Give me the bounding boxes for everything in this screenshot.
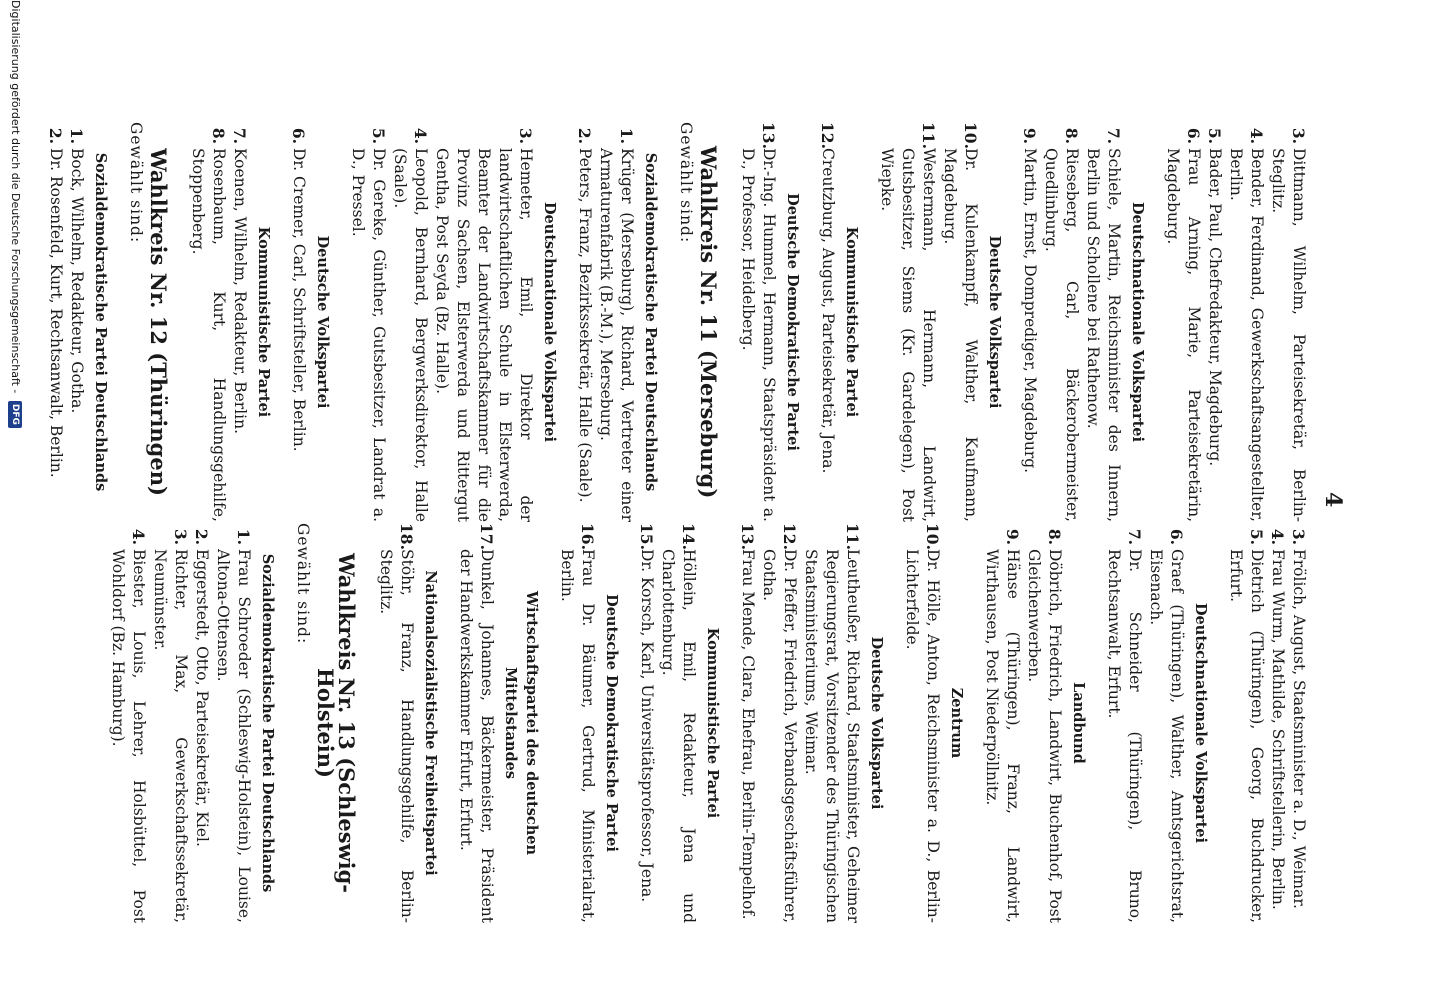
member-entry <box>758 523 800 923</box>
entry-number: 9. <box>1020 127 1039 144</box>
entry-text: Eggerstedt, Otto, Parteisekretär, Kiel. <box>193 549 211 847</box>
party-heading: Sozialdemokratische Partei Deutschlands <box>92 152 109 492</box>
member-list <box>45 122 87 522</box>
entry-text: Westermann, Hermann, Landwirt, Gutsbesitzer, Siems (Kr. Gardelegen), Post Wiepke. <box>878 148 938 522</box>
member-entry <box>1225 122 1267 522</box>
entry-number: 4. <box>1268 528 1287 545</box>
entry-text: Hänse (Thüringen), Franz, Landwirt, Wirthausen, Post Niederpöllnitz. <box>983 549 1022 923</box>
entry-number: 2. <box>46 127 65 144</box>
entry-number: 4. <box>129 528 148 545</box>
entry-number: 17. <box>477 523 496 550</box>
district-heading: Wahlkreis Nr. 12 (Thüringen) <box>146 148 171 496</box>
entry-text: Dr. Gereke, Günther, Gutsbesitzer, Landrat a. D., Pressel. <box>349 148 388 522</box>
member-list <box>288 122 309 522</box>
member-entry <box>1267 122 1309 522</box>
entry-number: 5. <box>1247 528 1266 545</box>
elected-label: Gewählt sind: <box>294 523 312 645</box>
member-entry <box>229 122 250 522</box>
party-heading: Deutsche Volkspartei <box>986 235 1003 409</box>
entry-number: 16. <box>578 523 597 550</box>
member-list <box>107 523 254 923</box>
member-entry <box>389 122 431 522</box>
member-entry <box>1225 523 1267 923</box>
member-entry <box>939 122 981 522</box>
party-heading: Nationalsozialistische Freiheitspartei <box>422 570 439 876</box>
entry-text: Rieseberg, Carl, Bäckerobermeister, Quedlinburg. <box>1042 148 1081 522</box>
entry-number: 5. <box>1205 127 1224 144</box>
entry-text: Frau Arning, Marie, Parteisekretärin, Magdeburg. <box>1164 148 1203 522</box>
member-entry <box>1267 523 1288 923</box>
entry-number: 15. <box>637 523 656 550</box>
entry-number: 3. <box>171 528 190 545</box>
member-entry <box>1103 523 1145 923</box>
entry-text: Bader, Paul, Chefredakteur, Magdeburg. <box>1206 148 1224 467</box>
member-list <box>1019 122 1124 522</box>
entry-number: 8. <box>1062 127 1081 144</box>
entry-number: 8. <box>1045 528 1064 545</box>
member-entry <box>636 523 657 923</box>
member-entry <box>1019 122 1040 522</box>
district-heading: Wahlkreis Nr. 11 (Merseburg) <box>696 145 721 499</box>
entry-number: 7. <box>1104 127 1123 144</box>
member-entry <box>191 523 212 923</box>
entry-number: 12. <box>818 122 837 149</box>
member-entry <box>737 523 758 923</box>
member-list <box>1162 122 1309 522</box>
entry-number: 12. <box>780 523 799 550</box>
member-entry <box>1204 122 1225 522</box>
entry-number: 1. <box>67 127 86 144</box>
party-heading: Deutschnationale Volkspartei <box>1192 602 1209 844</box>
entry-text: Leopold, Bernhard, Bergwerksdirektor, Halle (Saale). <box>391 148 430 522</box>
member-entry <box>107 523 149 923</box>
entry-text: Koenen, Wilhelm, Redakteur, Berlin. <box>231 148 249 435</box>
entry-number: 2. <box>192 528 211 545</box>
entry-text: Biester, Louis, Lehrer, Holsbüttel, Post Wohldorf (Bz. Hamburg). <box>109 549 148 923</box>
footer-text: Digitalisierung gefördert durch die Deutsche Forschungsgemeinschaft - <box>9 0 22 394</box>
entry-number: 6. <box>1167 528 1186 545</box>
member-entry <box>66 122 87 522</box>
member-entry <box>212 523 254 923</box>
entry-text: Höllein, Emil, Redakteur, Jena und Charlottenburg. <box>659 549 698 923</box>
member-list <box>574 122 637 522</box>
party-heading: Deutschnationale Volkspartei <box>1129 201 1146 443</box>
entry-text: Dr. Rosenfeld, Kurt, Rechtsanwalt, Berlin. <box>47 148 65 478</box>
member-entry <box>1145 523 1187 923</box>
member-entry <box>187 122 229 522</box>
member-list <box>1225 523 1309 923</box>
member-entry <box>817 122 838 522</box>
entry-number: 4. <box>1247 127 1266 144</box>
member-entry <box>1288 523 1309 923</box>
entry-number: 3. <box>1289 127 1308 144</box>
entry-text: Dr. Kulenkampff, Walther, Kaufmann, Magdeburg. <box>941 148 980 522</box>
entry-text: Frau Wurm, Mathilde, Schriftstellerin, Berlin. <box>1269 549 1287 910</box>
district-heading: Wahlkreis Nr. 13 (Schleswig-Holstein) <box>313 553 359 893</box>
entry-number: 18. <box>397 523 416 550</box>
member-entry <box>800 523 863 923</box>
entry-text: Dr. Korsch, Karl, Universitätsprofessor, Jena. <box>638 549 656 903</box>
entry-text: Schiele, Martin, Reichsminister des Innern, Berlin und Schollene bei Rathenow. <box>1084 148 1123 522</box>
entry-text: Leutheußer, Richard, Staatsminister, Geheimer Regierungsrat, Vorsitzender des Thüringischen Staatsministeriums, Weimar. <box>802 549 862 923</box>
member-entry <box>1040 122 1082 522</box>
member-list <box>1103 523 1187 923</box>
member-entry <box>1162 122 1204 522</box>
entry-text: Bender, Ferdinand, Gewerkschaftsangestellter, Berlin. <box>1227 148 1266 522</box>
party-heading: Deutschnationale Volkspartei <box>541 201 558 443</box>
member-entry <box>1082 122 1124 522</box>
entry-number: 9. <box>1003 528 1022 545</box>
party-heading: Deutsche Demokratische Partei <box>784 193 801 451</box>
entry-number: 2. <box>575 127 594 144</box>
entry-text: Dietrich (Thüringen), Georg, Buchdrucker, Erfurt. <box>1227 549 1266 923</box>
member-list <box>187 122 250 522</box>
party-heading: Kommunistische Partei <box>843 226 860 418</box>
party-heading: Landbund <box>1070 682 1087 764</box>
entry-number: 4. <box>411 127 430 144</box>
elected-label: Gewählt sind: <box>677 122 695 244</box>
entry-text: Dr. Cremer, Carl, Schriftsteller, Berlin. <box>290 148 308 452</box>
entry-text: Bock, Wilhelm, Redakteur, Gotha. <box>68 148 86 414</box>
elected-label: Gewählt sind: <box>127 122 145 244</box>
entry-text: Frau Mende, Clara, Ehefrau, Berlin-Tempelhof. <box>739 549 757 920</box>
entry-text: Creutzburg, August, Parteisekretär, Jena. <box>819 148 837 474</box>
entry-number: 13. <box>738 523 757 550</box>
entry-text: Rosenbaum, Kurt, Handlungsgehilfe, Stoppenberg. <box>189 148 228 522</box>
member-list <box>636 523 699 923</box>
member-list <box>737 523 863 923</box>
party-heading: Kommunistische Partei <box>255 226 272 418</box>
member-list <box>901 523 943 923</box>
party-heading: Sozialdemokratische Partei Deutschlands <box>642 152 659 492</box>
member-entry <box>657 523 699 923</box>
entry-number: 10. <box>961 122 980 149</box>
entry-text: Dr. Pfeffer, Friedrich, Verbandsgeschäftsführer, Gotha. <box>760 549 799 923</box>
entry-text: Frau Dr. Bäumer, Gertrud, Ministerialrat, Berlin. <box>558 549 597 923</box>
party-heading: Wirtschaftspartei des deutschen Mittelstandes <box>502 590 540 856</box>
entry-text: Dunkel, Johannes, Bäckermeister, Präsident der Handwerkskammer Erfurt, Erfurt. <box>457 549 496 923</box>
entry-number: 5. <box>369 127 388 144</box>
entry-number: 11. <box>919 122 938 149</box>
entry-number: 13. <box>759 122 778 149</box>
entry-text: Dr. Hölle, Anton, Reichsminister a. D., Berlin-Lichterfelde. <box>903 549 942 923</box>
party-heading: Sozialdemokratische Partei Deutschlands <box>259 553 276 893</box>
page-number: 4 <box>1320 492 1346 508</box>
left-column <box>45 122 1309 522</box>
entry-number: 8. <box>209 127 228 144</box>
member-entry <box>876 122 939 522</box>
entry-number: 6. <box>289 127 308 144</box>
member-list <box>455 523 497 923</box>
party-heading: Deutsche Volkspartei <box>868 636 885 810</box>
right-column <box>107 523 1309 923</box>
party-heading: Kommunistische Partei <box>704 627 721 819</box>
member-entry <box>981 523 1023 923</box>
entry-number: 1. <box>617 127 636 144</box>
entry-number: 14. <box>679 523 698 550</box>
member-entry <box>1023 523 1065 923</box>
member-entry <box>149 523 191 923</box>
member-list <box>556 523 598 923</box>
party-heading: Zentrum <box>948 687 965 759</box>
entry-number: 3. <box>1289 528 1308 545</box>
member-entry <box>347 122 389 522</box>
entry-number: 10. <box>923 523 942 550</box>
entry-text: Richter, Max, Gewerkschaftssekretär, Neumünster. <box>151 549 190 923</box>
member-list <box>876 122 981 522</box>
entry-text: Frölich, August, Staatsminister a. D., Weimar. <box>1290 549 1308 909</box>
entry-text: Dr. Schneider (Thüringen), Bruno, Rechtsanwalt, Erfurt. <box>1105 549 1144 923</box>
entry-text: Dittmann, Wilhelm, Parteisekretär, Berlin-Steglitz. <box>1269 148 1308 522</box>
dfg-logo: DFG <box>8 401 22 428</box>
member-list <box>817 122 838 522</box>
entry-text: Stöhr, Franz, Handlungsgehilfe, Berlin-Steglitz. <box>377 549 416 923</box>
member-entry <box>431 122 536 522</box>
member-list <box>981 523 1065 923</box>
member-list <box>375 523 417 923</box>
member-entry <box>901 523 943 923</box>
entry-number: 6. <box>1184 127 1203 144</box>
member-entry <box>455 523 497 923</box>
entry-text: Martin, Ernst, Domprediger, Magdeburg. <box>1021 148 1039 474</box>
member-entry <box>288 122 309 522</box>
member-entry <box>595 122 637 522</box>
entry-number: 1. <box>234 528 253 545</box>
entry-number: 3. <box>516 127 535 144</box>
entry-text: Hemeter, Emil, Direktor der landwirtschaftlichen Schule in Elsterwerda, Beamter der Landwirtschaftskammer für die Provinz Sachsen, Elsterwerda und Rittergut Gentha, Post Seyda (Bz. Halle). <box>433 148 535 522</box>
entry-text: Frau Schroeder (Schleswig-Holstein), Louise, Altona-Ottensen. <box>214 549 253 923</box>
party-heading: Deutsche Volkspartei <box>314 235 331 409</box>
party-heading: Deutsche Demokratische Partei <box>603 594 620 852</box>
member-entry <box>45 122 66 522</box>
member-entry <box>375 523 417 923</box>
member-entry <box>574 122 595 522</box>
entry-text: Peters, Franz, Bezirkssekretär, Halle (Saale). <box>576 148 594 503</box>
entry-number: 11. <box>843 523 862 550</box>
entry-text: Graef (Thüringen), Walther, Amtsgerichtsrat, Eisenach. <box>1147 549 1186 923</box>
entry-text: Döbrich, Friedrich, Landwirt, Buchenhof, Post Gleichenwerben. <box>1025 549 1064 923</box>
entry-number: 7. <box>230 127 249 144</box>
digitization-footer <box>8 0 22 428</box>
member-entry <box>737 122 779 522</box>
entry-text: Krüger (Merseburg), Richard, Vertreter einer Armaturenfabrik (B.-M.), Merseburg. <box>597 148 636 522</box>
entry-number: 7. <box>1125 528 1144 545</box>
member-entry <box>556 523 598 923</box>
entry-text: Dr.-Ing. Hummel, Hermann, Staatspräsident a. D., Professor, Heidelberg. <box>739 148 778 522</box>
member-list <box>737 122 779 522</box>
member-list <box>347 122 536 522</box>
